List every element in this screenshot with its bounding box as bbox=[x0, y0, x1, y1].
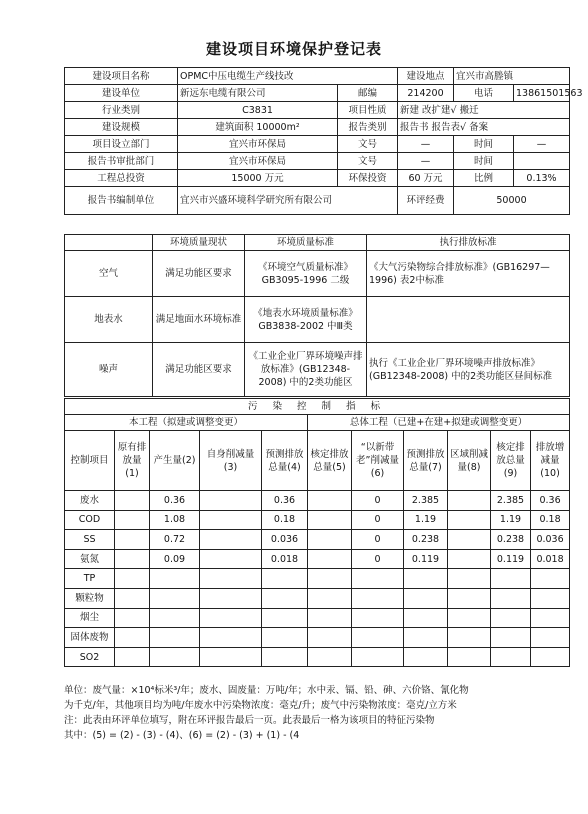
pollutant-value bbox=[115, 628, 150, 648]
approval-dept-label: 项目设立部门 bbox=[65, 136, 178, 153]
pollutant-name: SS bbox=[65, 530, 115, 550]
pollutant-value bbox=[308, 491, 352, 511]
pollutant-name: SO2 bbox=[65, 647, 115, 667]
review-dept-label: 报告书审批部门 bbox=[65, 153, 178, 170]
pollutant-value bbox=[308, 549, 352, 569]
pollutant-value bbox=[491, 588, 531, 608]
pollutant-value bbox=[200, 549, 262, 569]
pollutant-value bbox=[404, 569, 448, 589]
doc-no-1: — bbox=[398, 136, 454, 153]
pollutant-value bbox=[308, 608, 352, 628]
pollutant-value bbox=[448, 549, 491, 569]
pollutant-value bbox=[404, 628, 448, 648]
pollutant-value bbox=[531, 647, 570, 667]
pollutant-row bbox=[65, 628, 570, 648]
pollutant-value bbox=[531, 608, 570, 628]
pollutant-value: 0.119 bbox=[491, 549, 531, 569]
pollutant-row bbox=[65, 510, 570, 530]
pollutant-value: 0 bbox=[352, 530, 404, 550]
pollution-control-table bbox=[64, 398, 570, 667]
env-row-emission: 《大气污染物综合排放标准》(GB16297—1996) 表2中标准 bbox=[367, 251, 570, 297]
pollutant-value bbox=[352, 608, 404, 628]
pollutant-value: 0.018 bbox=[262, 549, 308, 569]
pollutant-value bbox=[150, 608, 200, 628]
pollutant-value bbox=[115, 569, 150, 589]
pollutant-value: 0.238 bbox=[404, 530, 448, 550]
pollutant-value: 2.385 bbox=[404, 491, 448, 511]
pollutant-name: TP bbox=[65, 569, 115, 589]
col-header: 预测排放总量(7) bbox=[404, 431, 448, 491]
env-row-emission bbox=[367, 297, 570, 343]
env-row-status: 满足功能区要求 bbox=[153, 251, 245, 297]
investment-label: 工程总投资 bbox=[65, 170, 178, 187]
pollutant-value bbox=[308, 569, 352, 589]
report-type-label: 报告类别 bbox=[338, 119, 398, 136]
report-type-options: 报告书 报告表√ 备案 bbox=[398, 119, 570, 136]
env-investment: 60 万元 bbox=[398, 170, 454, 187]
env-row-quality: 《环境空气质量标准》GB3095-1996 二级 bbox=[245, 251, 367, 297]
pollutant-name: 氨氮 bbox=[65, 549, 115, 569]
pollutant-name: COD bbox=[65, 510, 115, 530]
pollutant-value bbox=[448, 628, 491, 648]
project-name: OPMC中压电缆生产线技改 bbox=[178, 68, 398, 85]
pollutant-value bbox=[200, 628, 262, 648]
nature-options: 新建 改扩建√ 搬迁 bbox=[398, 102, 570, 119]
pollutant-value: 0.18 bbox=[531, 510, 570, 530]
pollutant-value bbox=[115, 491, 150, 511]
col-header: 预测排放总量(4) bbox=[262, 431, 308, 491]
pollutant-row bbox=[65, 647, 570, 667]
pollutant-value bbox=[404, 647, 448, 667]
pollutant-name: 固体废物 bbox=[65, 628, 115, 648]
env-row-status: 满足功能区要求 bbox=[153, 343, 245, 397]
pollutant-value bbox=[531, 588, 570, 608]
eval-fee: 50000 bbox=[454, 187, 570, 215]
industry-label: 行业类别 bbox=[65, 102, 178, 119]
pollutant-value bbox=[200, 647, 262, 667]
pollutant-value bbox=[308, 588, 352, 608]
pollutant-value bbox=[491, 628, 531, 648]
pollutant-value bbox=[150, 569, 200, 589]
review-dept: 宜兴市环保局 bbox=[178, 153, 338, 170]
pollutant-value bbox=[200, 588, 262, 608]
pollutant-value bbox=[448, 569, 491, 589]
pollutant-value bbox=[262, 588, 308, 608]
pollutant-value bbox=[352, 628, 404, 648]
col-header: 原有排放量(1) bbox=[115, 431, 150, 491]
time-label-1: 时间 bbox=[454, 136, 514, 153]
pollutant-value bbox=[448, 647, 491, 667]
pollutant-value bbox=[448, 510, 491, 530]
pollutant-value: 0.18 bbox=[262, 510, 308, 530]
doc-no-2: — bbox=[398, 153, 454, 170]
this-project-header: 本工程（拟建或调整变更） bbox=[65, 415, 308, 431]
pollutant-value bbox=[448, 608, 491, 628]
env-row-emission: 执行《工业企业厂界环境噪声排放标准》(GB12348-2008) 中的2类功能区昼间标准 bbox=[367, 343, 570, 397]
preparer: 宜兴市兴盛环境科学研究所有限公司 bbox=[178, 187, 398, 215]
pollutant-value: 0 bbox=[352, 510, 404, 530]
pollutant-value bbox=[115, 510, 150, 530]
unit-label: 建设单位 bbox=[65, 85, 178, 102]
pollutant-value: 0 bbox=[352, 549, 404, 569]
pollutant-value bbox=[150, 628, 200, 648]
pollutant-value bbox=[200, 510, 262, 530]
pollutant-value bbox=[115, 549, 150, 569]
env-investment-label: 环保投资 bbox=[338, 170, 398, 187]
nature-label: 项目性质 bbox=[338, 102, 398, 119]
pollutant-value bbox=[448, 588, 491, 608]
pollutant-value bbox=[491, 569, 531, 589]
pollutant-value: 0.36 bbox=[531, 491, 570, 511]
pollutant-value bbox=[448, 491, 491, 511]
pollutant-value bbox=[531, 628, 570, 648]
ratio: 0.13% bbox=[514, 170, 570, 187]
pollutant-value bbox=[115, 647, 150, 667]
pollutant-value: 1.19 bbox=[404, 510, 448, 530]
pollutant-value bbox=[531, 569, 570, 589]
pollutant-value bbox=[262, 569, 308, 589]
footnote-line: 注：此表由环评单位填写，附在环评报告最后一页。此表最后一格为该项目的特征污染物 bbox=[64, 715, 435, 726]
pollutant-value bbox=[200, 608, 262, 628]
col-header: 控制项目 bbox=[65, 431, 115, 491]
pollutant-value: 0.018 bbox=[531, 549, 570, 569]
pollutant-row bbox=[65, 549, 570, 569]
pollutant-value bbox=[308, 628, 352, 648]
approval-dept: 宜兴市环保局 bbox=[178, 136, 338, 153]
time-1: — bbox=[514, 136, 570, 153]
pollutant-value bbox=[115, 608, 150, 628]
postcode: 214200 bbox=[398, 85, 454, 102]
doc-no-label-1: 文号 bbox=[338, 136, 398, 153]
pollutant-value: 0.36 bbox=[150, 491, 200, 511]
eval-fee-label: 环评经费 bbox=[398, 187, 454, 215]
pollutant-row bbox=[65, 491, 570, 511]
location-label: 建设地点 bbox=[398, 68, 454, 85]
footnotes bbox=[64, 683, 574, 743]
col-header: 核定排放总量(9) bbox=[491, 431, 531, 491]
pollutant-value: 0.036 bbox=[531, 530, 570, 550]
location: 宜兴市高塍镇 bbox=[454, 68, 570, 85]
doc-no-label-2: 文号 bbox=[338, 153, 398, 170]
env-row-quality: 《工业企业厂界环境噪声排放标准》(GB12348-2008) 中的2类功能区 bbox=[245, 343, 367, 397]
env-header-quality: 环境质量标准 bbox=[245, 235, 367, 251]
env-header-blank bbox=[65, 235, 153, 251]
scale: 建筑面积 10000m² bbox=[178, 119, 338, 136]
pollutant-value bbox=[262, 628, 308, 648]
env-header-status: 环境质量现状 bbox=[153, 235, 245, 251]
industry: C3831 bbox=[178, 102, 338, 119]
pollutant-value: 0.119 bbox=[404, 549, 448, 569]
pollutant-value: 0.036 bbox=[262, 530, 308, 550]
footnote-line: 为千克/年，其他项目均为吨/年废水中污染物浓度：毫克/升；废气中污染物浓度：毫克/立方米 bbox=[64, 700, 457, 711]
pollutant-value bbox=[200, 569, 262, 589]
env-row-item: 噪声 bbox=[65, 343, 153, 397]
project-name-label: 建设项目名称 bbox=[65, 68, 178, 85]
pollutant-value bbox=[352, 569, 404, 589]
unit: 新远东电缆有限公司 bbox=[178, 85, 338, 102]
pollutant-value bbox=[262, 647, 308, 667]
col-header: 排放增减量(10) bbox=[531, 431, 570, 491]
env-row-item: 地表水 bbox=[65, 297, 153, 343]
pollutant-row bbox=[65, 569, 570, 589]
pollutant-value bbox=[448, 530, 491, 550]
pollutant-name: 废水 bbox=[65, 491, 115, 511]
pollutant-value: 1.19 bbox=[491, 510, 531, 530]
pollutant-value bbox=[308, 530, 352, 550]
pollutant-value bbox=[404, 608, 448, 628]
env-header-emission: 执行排放标准 bbox=[367, 235, 570, 251]
col-header: 核定排放总量(5) bbox=[308, 431, 352, 491]
pollutant-value: 2.385 bbox=[491, 491, 531, 511]
pollutant-value bbox=[150, 647, 200, 667]
pollutant-value: 0.36 bbox=[262, 491, 308, 511]
scale-label: 建设规模 bbox=[65, 119, 178, 136]
pollutant-value: 0 bbox=[352, 491, 404, 511]
env-row-quality: 《地表水环境质量标准》GB3838-2002 中Ⅲ类 bbox=[245, 297, 367, 343]
postcode-label: 邮编 bbox=[338, 85, 398, 102]
pollutant-value bbox=[491, 608, 531, 628]
pollutant-value: 1.08 bbox=[150, 510, 200, 530]
pollutant-name: 烟尘 bbox=[65, 608, 115, 628]
pollutant-value: 0.238 bbox=[491, 530, 531, 550]
footnote-line: 单位：废气量：×10⁴标米³/年；废水、固废量：万吨/年；水中汞、镉、铅、砷、六价铬、氰化物 bbox=[64, 685, 469, 696]
phone: 13861501563 bbox=[514, 85, 570, 102]
pollutant-value bbox=[491, 647, 531, 667]
pollutant-row bbox=[65, 530, 570, 550]
pollution-section-title: 污 染 控 制 指 标 bbox=[65, 399, 570, 415]
pollutant-value bbox=[404, 588, 448, 608]
overall-project-header: 总体工程（已建+在建+拟建或调整变更） bbox=[308, 415, 570, 431]
investment: 15000 万元 bbox=[178, 170, 338, 187]
pollutant-value bbox=[308, 510, 352, 530]
pollution-rows bbox=[65, 491, 570, 667]
pollutant-row bbox=[65, 608, 570, 628]
pollutant-value bbox=[150, 588, 200, 608]
pollutant-value bbox=[200, 530, 262, 550]
time-label-2: 时间 bbox=[454, 153, 514, 170]
pollutant-value: 0.72 bbox=[150, 530, 200, 550]
pollutant-name: 颗粒物 bbox=[65, 588, 115, 608]
env-row-item: 空气 bbox=[65, 251, 153, 297]
col-header: “以新带老”削减量(6) bbox=[352, 431, 404, 491]
time-2 bbox=[514, 153, 570, 170]
pollutant-value bbox=[200, 491, 262, 511]
pollutant-row bbox=[65, 588, 570, 608]
page-title: 建设项目环境保护登记表 bbox=[205, 40, 382, 58]
environment-standards-table bbox=[64, 234, 570, 397]
pollutant-value bbox=[352, 588, 404, 608]
project-info-table bbox=[64, 67, 583, 215]
preparer-label: 报告书编制单位 bbox=[65, 187, 178, 215]
pollutant-value bbox=[352, 647, 404, 667]
pollutant-value bbox=[308, 647, 352, 667]
footnote-line: 其中：(5) = (2) - (3) - (4)、(6) = (2) - (3) + (1) - (4 bbox=[64, 730, 300, 741]
env-row-status: 满足地面水环境标准 bbox=[153, 297, 245, 343]
col-header: 产生量(2) bbox=[150, 431, 200, 491]
pollutant-value: 0.09 bbox=[150, 549, 200, 569]
phone-label: 电话 bbox=[454, 85, 514, 102]
ratio-label: 比例 bbox=[454, 170, 514, 187]
pollutant-value bbox=[115, 530, 150, 550]
pollutant-value bbox=[262, 608, 308, 628]
col-header: 区域削减量(8) bbox=[448, 431, 491, 491]
col-header: 自身削减量(3) bbox=[200, 431, 262, 491]
pollutant-value bbox=[115, 588, 150, 608]
